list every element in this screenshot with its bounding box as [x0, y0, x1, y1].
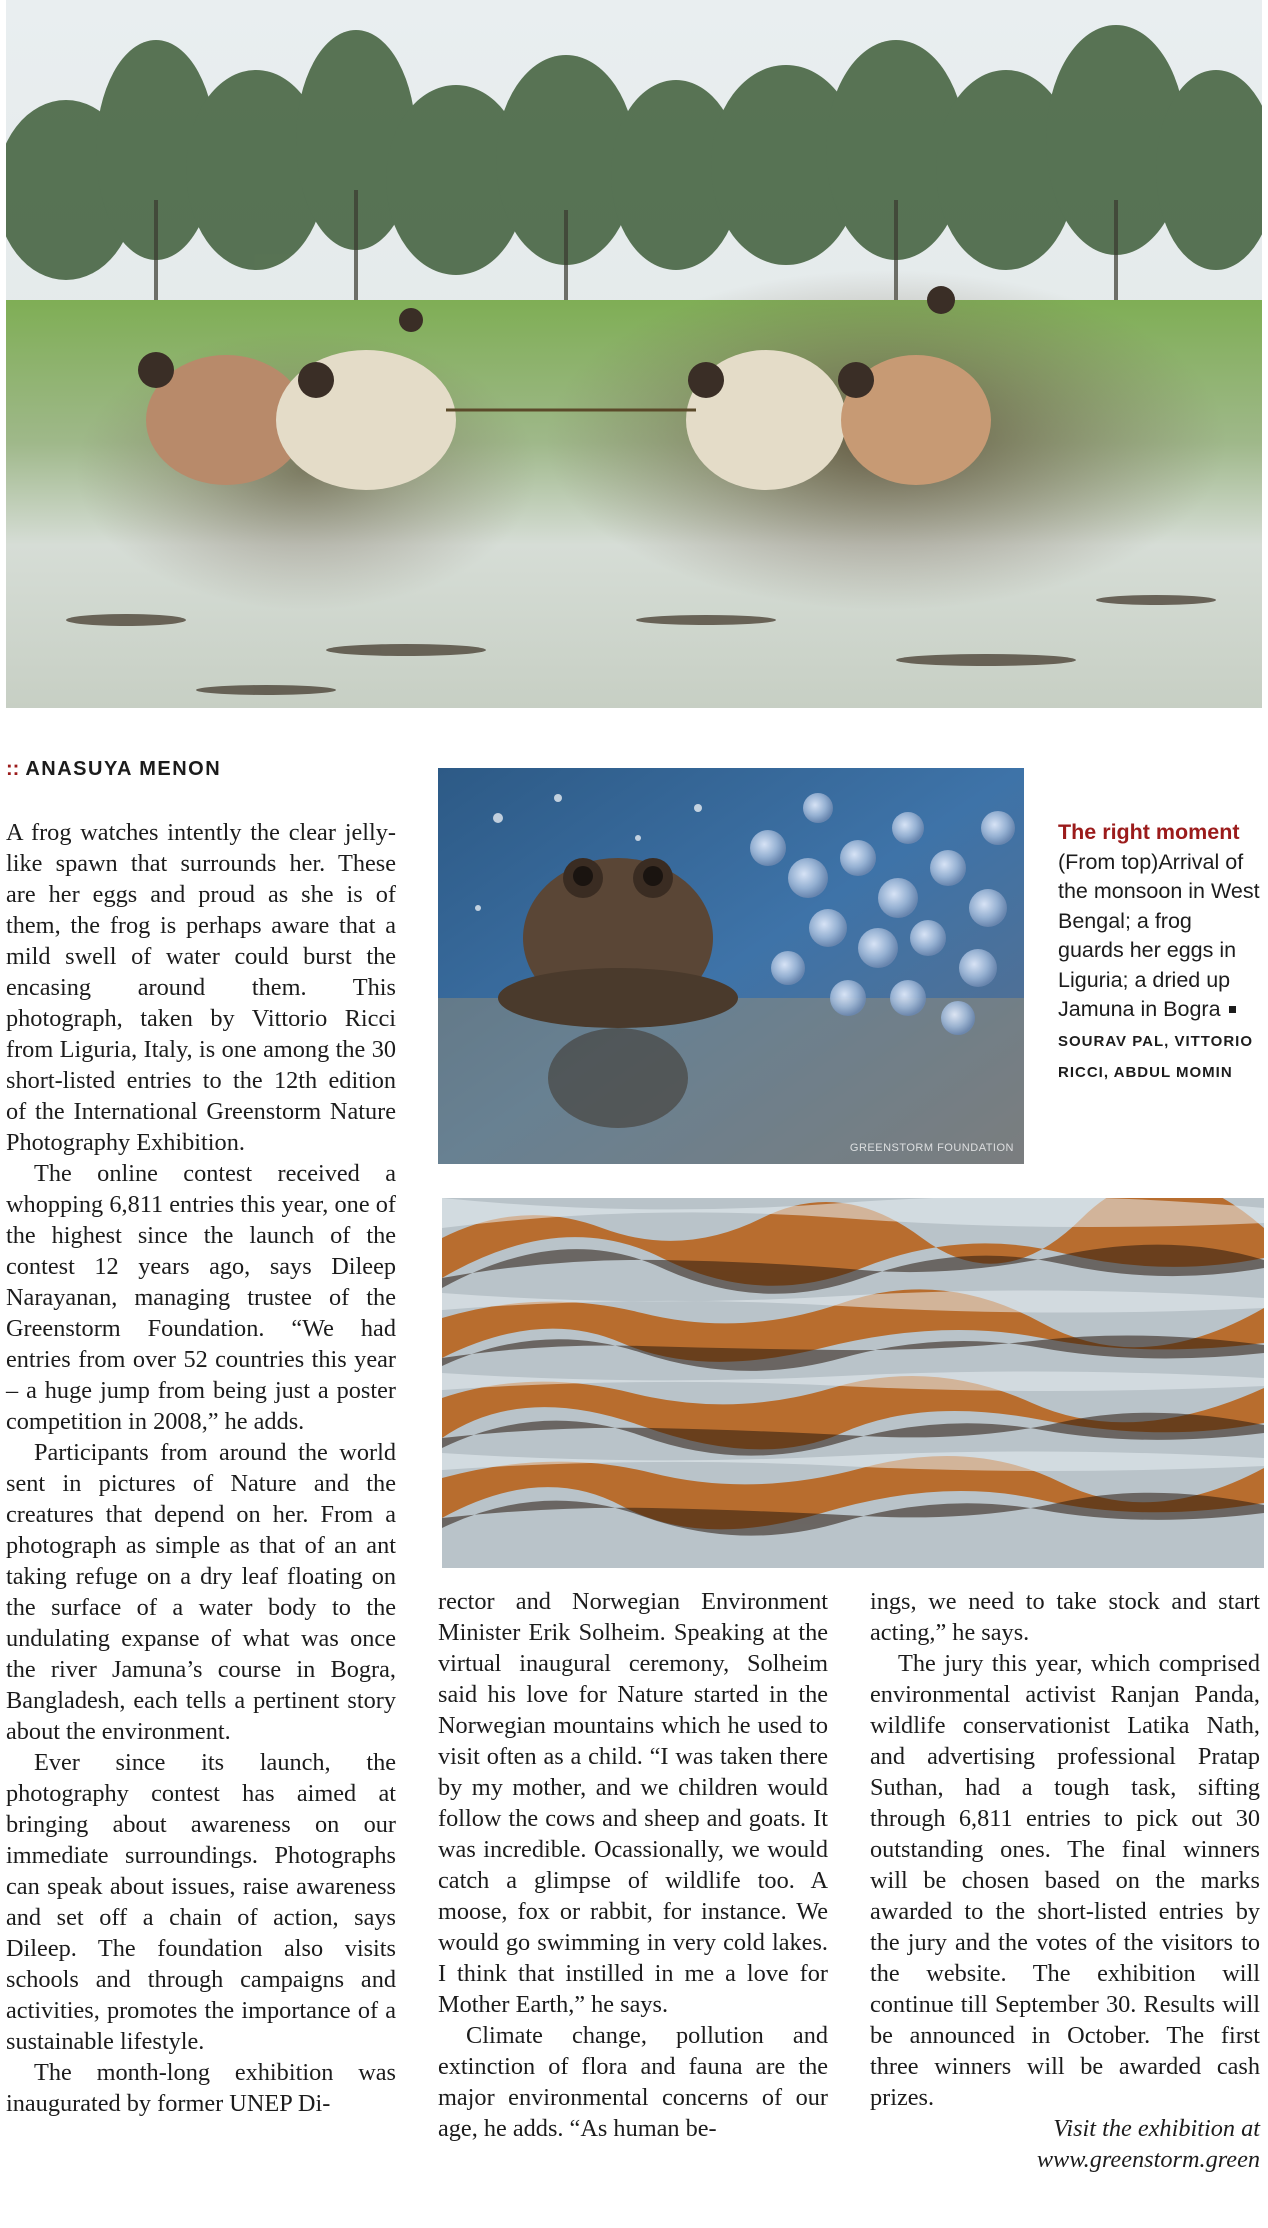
byline-marker: ::: [6, 758, 20, 780]
article-paragraph: A frog watches intently the clear jelly-like spawn that surrounds her. These are her eggs and proud as she is of them, the frog is perhaps aware that a mild swell of water could burst the encasing around them. This photograph, taken by Vittorio Ricci from Liguria, Italy, is one among the 30 short-listed entries to the 12th edition of the International Greenstorm Nature Photography Exhibition.: [6, 819, 396, 1156]
article-paragraph: The online contest received a whopping 6,811 entries this year, one of the highest since the launch of the contest 12 years ago, says Dileep Narayanan, managing trustee of the Greenstorm Foundation. “We had entries from over 52 countries this year – a huge jump from being just a poster competition in 2008,” he adds.: [6, 1160, 396, 1435]
article-paragraph: ings, we need to take stock and start acting,” he says.: [870, 1588, 1260, 1646]
riverbed-image: [442, 1198, 1264, 1568]
article-paragraph: Participants from around the world sent in pictures of Nature and the creatures that depend on her. From a photograph as simple as that of an ant taking refuge on a dry leaf floating on the surface of a water body to the undulating expanse of what was once the river Jamuna’s course in Bogra, Bangladesh, each tells a pertinent story about the environment.: [6, 1439, 396, 1745]
article-signoff-line: Visit the exhibition at: [1053, 2115, 1260, 2142]
exhibition-website-link[interactable]: www.greenstorm.green: [1036, 2146, 1260, 2173]
photo-dried-riverbed: [442, 1198, 1264, 1568]
byline: [6, 758, 221, 781]
caption-title: The right moment: [1058, 820, 1240, 844]
bullock-race-image: [6, 0, 1262, 708]
article-paragraph: Ever since its launch, the photography contest has aimed at bringing about awareness on our immediate surroundings. Photographs can speak about issues, raise awareness and set off a chain of action, says Dileep. The foundation also visits schools and through campaigns and activities, promotes the importance of a sustainable lifestyle.: [6, 1749, 396, 2055]
article-paragraph: The month-long exhibition was inaugurated by former UNEP Di-: [6, 2059, 396, 2117]
article-paragraph: Climate change, pollution and extinction of flora and fauna are the major environmental concerns of our age, he adds. “As human be-: [438, 2022, 828, 2142]
credit-square-icon: [1229, 1006, 1236, 1013]
photo-frog-spawn: [438, 768, 1024, 1164]
photo-bullock-race: [6, 0, 1262, 708]
article-paragraph: rector and Norwegian Environment Minister Erik Solheim. Speaking at the virtual inaugural ceremony, Solheim said his love for Nature started in the Norwegian mountains which he used to visit often as a child. “I was taken there by my mother, and we children would follow the cows and sheep and goats. It was incredible. Ocassionally, we would catch a glimpse of wildlife too. A moose, fox or rabbit, for instance. We would go swimming in very cold lakes. I think that instilled in me a love for Mother Earth,” he says.: [438, 1588, 828, 2018]
photo-caption: [1058, 818, 1263, 1088]
article-column-3: [870, 1586, 1260, 2175]
caption-credit: SOURAV PAL, VITTORIO RICCI, ABDUL MOMIN: [1058, 1032, 1254, 1081]
byline-author: ANASUYA MENON: [25, 758, 222, 780]
frog-image: [438, 768, 1024, 1164]
photo-watermark: GREENSTORM FOUNDATION: [849, 1142, 1014, 1154]
article-column-1: [6, 817, 396, 2119]
caption-text: (From top)Arrival of the monsoon in West Bengal; a frog guards her eggs in Liguria; a dried up Jamuna in Bogra: [1058, 849, 1260, 1021]
article-column-2: [438, 1586, 828, 2144]
article-paragraph: The jury this year, which comprised environmental activist Ranjan Panda, wildlife conservationist Latika Nath, and advertising professional Pratap Suthan, had a tough task, sifting through 6,811 entries to pick out 30 outstanding ones. The final winners will be chosen based on the marks awarded to the short-listed entries by the jury and the votes of the visitors to the website. The exhibition will continue till September 30. Results will be announced in October. The first three winners will be awarded cash prizes.: [870, 1650, 1260, 2111]
